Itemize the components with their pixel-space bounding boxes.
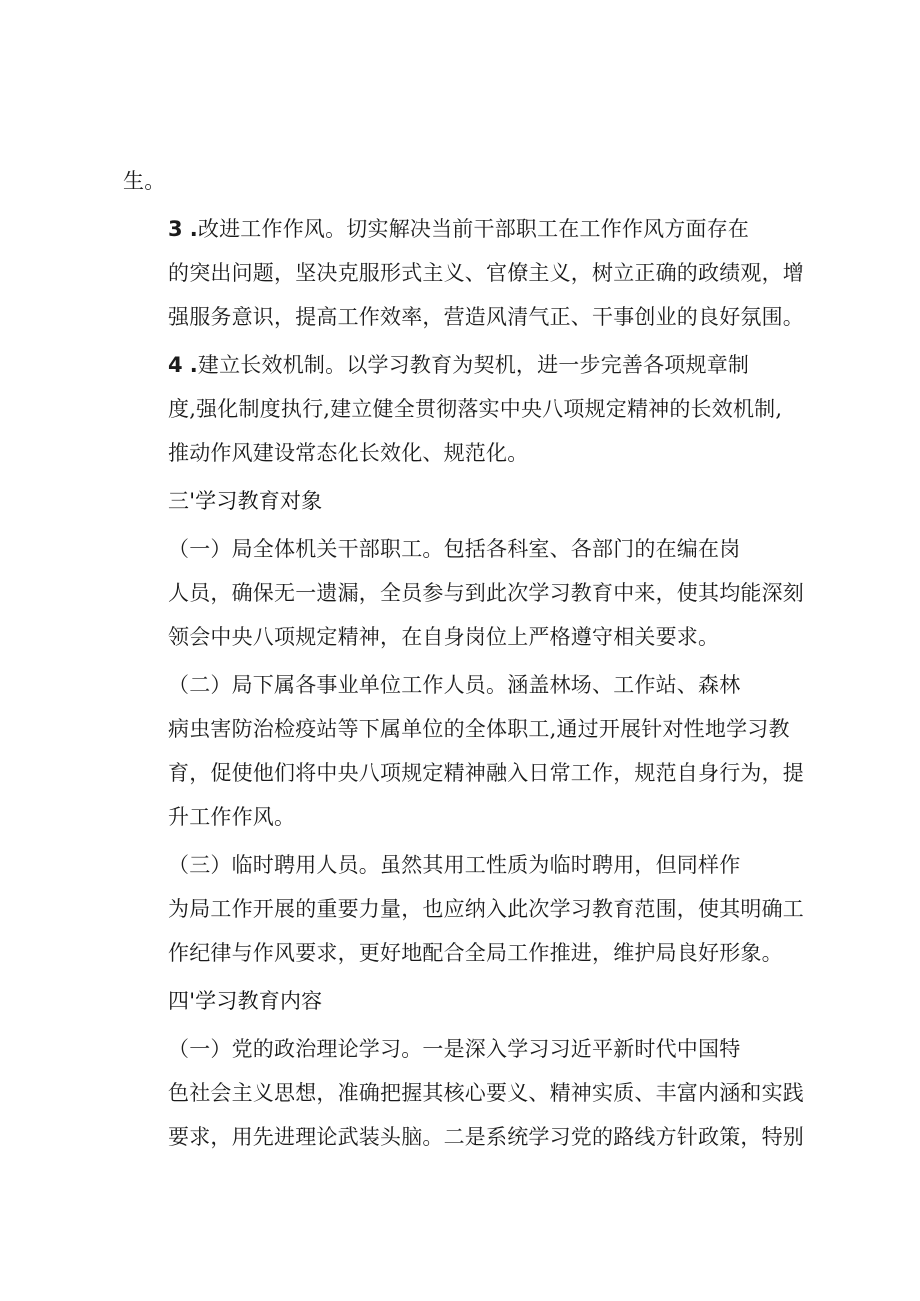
text-line: 生。 xyxy=(123,169,166,193)
text-line: 升工作作风。 xyxy=(168,805,296,829)
text-line: 色社会主义思想，准确把握其核心要义、精神实质、丰富内涵和实践 xyxy=(168,1081,804,1105)
text-line: 要求，用先进理论武装头脑。二是系统学习党的路线方针政策，特别 xyxy=(168,1125,804,1149)
text-line: （一）党的政治理论学习。一是深入学习习近平新时代中国特 xyxy=(168,1037,741,1061)
paragraph-item-4 xyxy=(123,343,809,475)
text-line: 人员，确保无一遗漏，全员参与到此次学习教育中来，使其均能深刻 xyxy=(168,581,804,605)
text-line: 的突出问题，坚决克服形式主义、官僚主义，树立正确的政绩观，增 xyxy=(168,261,804,285)
text-line: 领会中央八项规定精神，在自身岗位上严格遵守相关要求。 xyxy=(168,625,720,649)
item-separator: . xyxy=(189,217,198,241)
paragraph-continuation xyxy=(123,159,809,203)
text-line xyxy=(123,207,809,251)
text-line: 作纪律与作风要求，更好地配合全局工作推进，维护局良好形象。 xyxy=(168,941,783,965)
text-line: 强服务意识，提高工作效率，营造风清气正、干事创业的良好氛围。 xyxy=(168,305,804,329)
section-heading-4: 四'学习教育内容 xyxy=(168,989,323,1013)
paragraph-section3-item1 xyxy=(123,527,809,659)
text-line: 推动作风建设常态化长效化、规范化。 xyxy=(168,441,529,465)
text-line: 育，促使他们将中央八项规定精神融入日常工作，规范自身行为，提 xyxy=(168,761,804,785)
item-number: 3 xyxy=(168,217,183,241)
paragraph-section3-item3 xyxy=(123,843,809,975)
text-line: 为局工作开展的重要力量，也应纳入此次学习教育范围，使其明确工 xyxy=(168,897,804,921)
text-line: （二）局下属各事业单位工作人员。涵盖林场、工作站、森林 xyxy=(168,673,741,697)
text-line-body: 改进工作作风。切实解决当前干部职工在工作作风方面存在 xyxy=(197,217,750,241)
item-separator: . xyxy=(189,353,198,377)
section-heading-3: 三'学习教育对象 xyxy=(168,489,323,513)
paragraph-section3-item2 xyxy=(123,663,809,839)
text-line: （三）临时聘用人员。虽然其用工性质为临时聘用，但同样作 xyxy=(168,853,741,877)
text-line: （一）局全体机关干部职工。包括各科室、各部门的在编在岗 xyxy=(168,537,741,561)
text-line xyxy=(123,343,809,387)
paragraph-item-3 xyxy=(123,207,809,339)
document-body xyxy=(123,159,809,1159)
paragraph-section4-item1 xyxy=(123,1027,809,1159)
text-line-body: 建立长效机制。以学习教育为契机，进一步完善各项规章制 xyxy=(197,353,750,377)
text-line: 度,强化制度执行,建立健全贯彻落实中央八项规定精神的长效机制, xyxy=(168,397,783,421)
text-line: 病虫害防治检疫站等下属单位的全体职工,通过开展针对性地学习教 xyxy=(168,717,790,741)
item-number: 4 xyxy=(168,353,183,377)
